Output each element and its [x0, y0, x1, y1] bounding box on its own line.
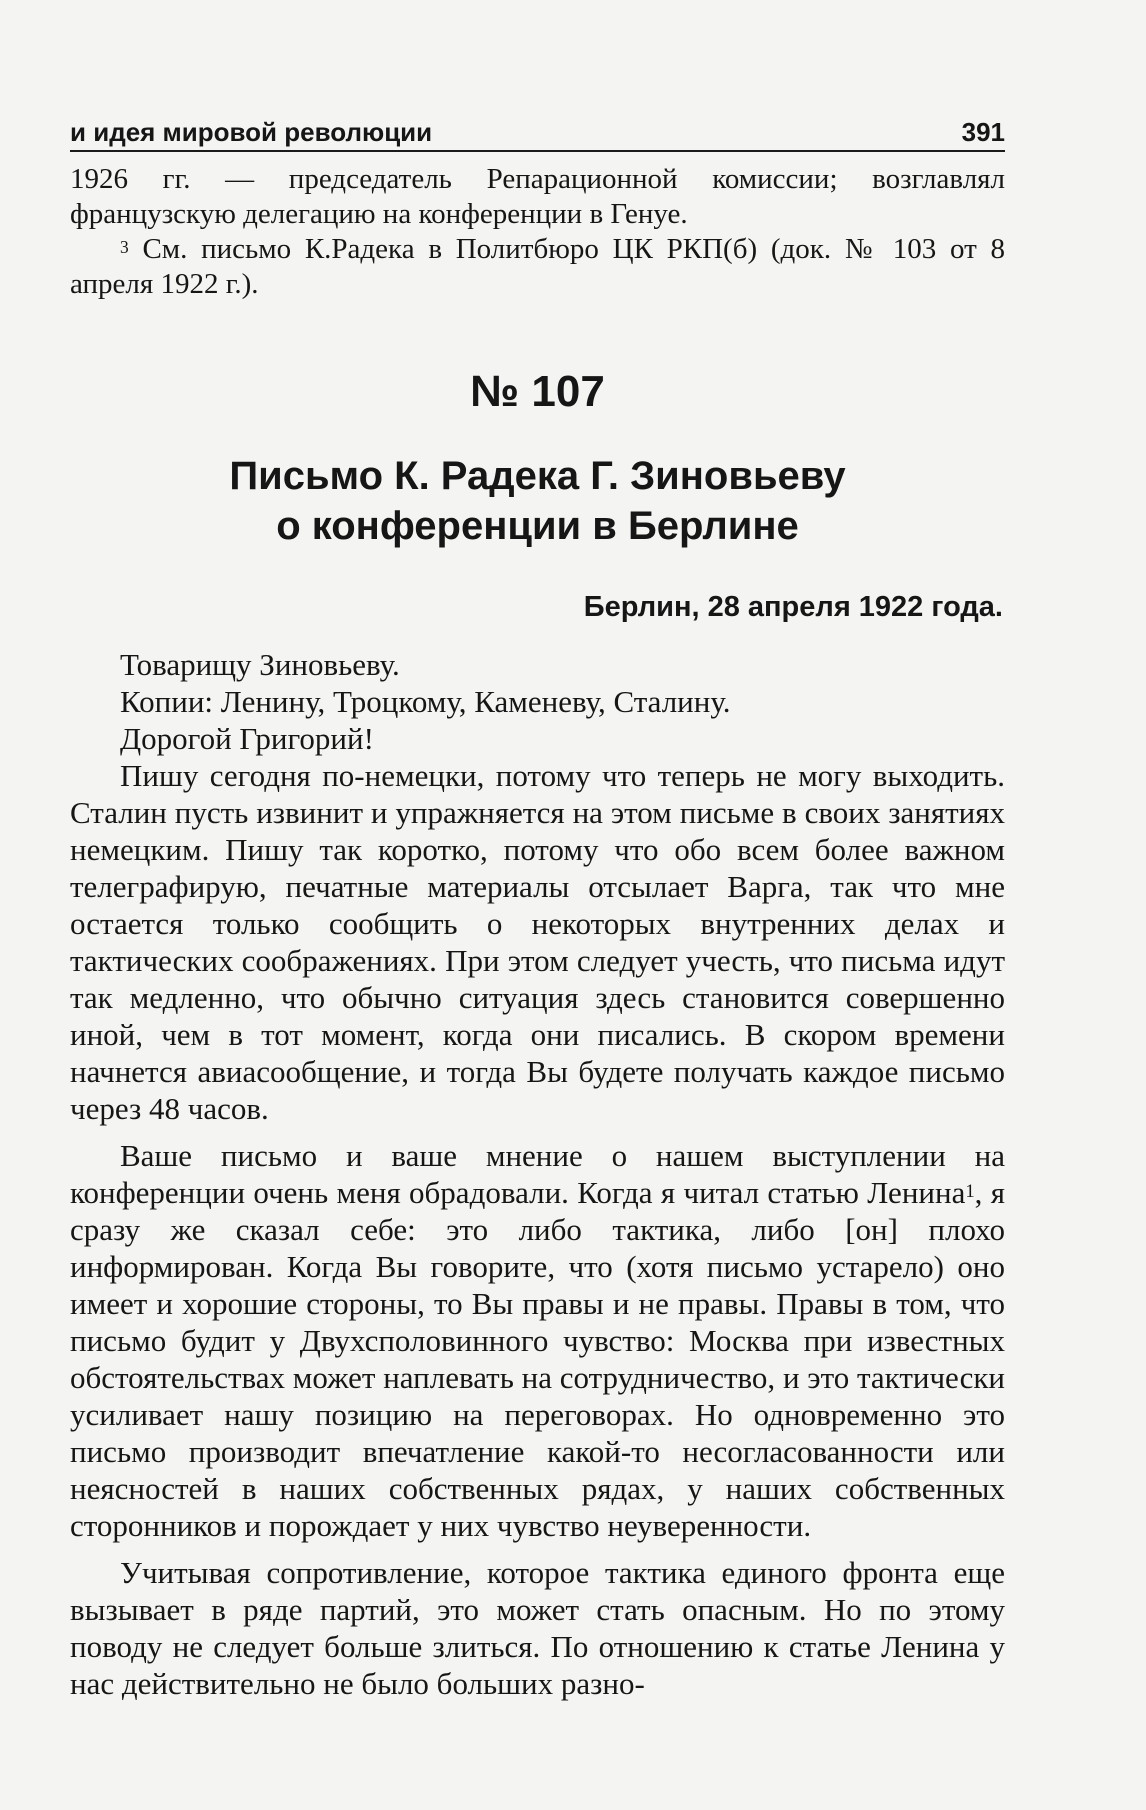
footnote-1-marker: 1 [965, 1181, 975, 1203]
footnote-3-marker: 3 [120, 236, 129, 257]
letter-paragraph-3: Учитывая сопротивление, которое тактика единого фронта еще вызывает в ряде партий, это может стать опасным. Но по этому поводу не следует больше злиться. По отношению к статье Ленина у нас действительно не было больших разно- [70, 1555, 1005, 1701]
footnote-continuation: 1926 гг. — председатель Репарационной комиссии; возглавлял французскую делегацию на конференции в Генуе. [70, 163, 1005, 230]
letter-paragraph-2-rest: , я сразу же сказал себе: это либо тактика, либо [он] плохо информирован. Когда Вы говорите, что (хотя письмо устарело) оно имеет и хорошие стороны, то Вы правы и не правы. Правы в том, что письмо будит у Двухсполовинного чувство: Москва при известных обстоятельствах может наплевать на сотрудничество, и это тактически усиливает нашу позицию на переговорах. Но одновременно это письмо производит впечатление какой-то несогласованности или неясностей в наших собственных рядах, у наших собственных сторонников и порождает у них чувство неуверенности. [70, 1175, 1005, 1543]
document-number: № 107 [470, 367, 605, 416]
place-and-date: Берлин, 28 апреля 1922 года. [583, 591, 1003, 623]
letter-addressee: Товарищу Зиновьеву. [120, 647, 400, 682]
page-number: 391 [961, 117, 1005, 147]
running-head-title: и идея мировой революции [70, 117, 433, 147]
document-title-line-1: Письмо К. Радека Г. Зиновьеву [229, 454, 846, 498]
letter-paragraph-1: Пишу сегодня по-немецки, потому что теперь не могу выходить. Сталин пусть извинит и упражняется на этом письме в своих занятиях немецким. Пишу так коротко, потому что обо всем более важном телеграфирую, печатные материалы отсылает Варга, так что мне остается только сообщить о некоторых внутренних делах и тактических соображениях. При этом следует учесть, что письма идут так медленно, что обычно ситуация здесь становится совершенно иной, чем в тот момент, когда они писались. В скором времени начнется авиасообщение, и тогда Вы будете получать каждое письмо через 48 часов. [70, 758, 1005, 1126]
letter-copies: Копии: Ленину, Троцкому, Каменеву, Сталину. [120, 684, 731, 719]
document-title [70, 451, 1005, 551]
letter-paragraph-2-start: Ваше письмо и ваше мнение о нашем выступлении на конференции очень меня обрадовали. Когда я читал статью Ленина [70, 1138, 1005, 1210]
document-title-line-2: о конференции в Берлине [276, 504, 799, 548]
footnote-3 [70, 232, 1005, 302]
footnote-3-text: См. письмо К.Радека в Политбюро ЦК РКП(б) (док. № 103 от 8 апреля 1922 г.). [70, 233, 1005, 300]
letter-paragraph-2 [70, 1137, 1005, 1544]
letter-salutation: Дорогой Григорий! [120, 721, 374, 756]
letter-body [70, 646, 1005, 1702]
footnotes-block [70, 162, 1005, 302]
running-head [70, 108, 1005, 152]
book-page [70, 108, 1005, 1702]
